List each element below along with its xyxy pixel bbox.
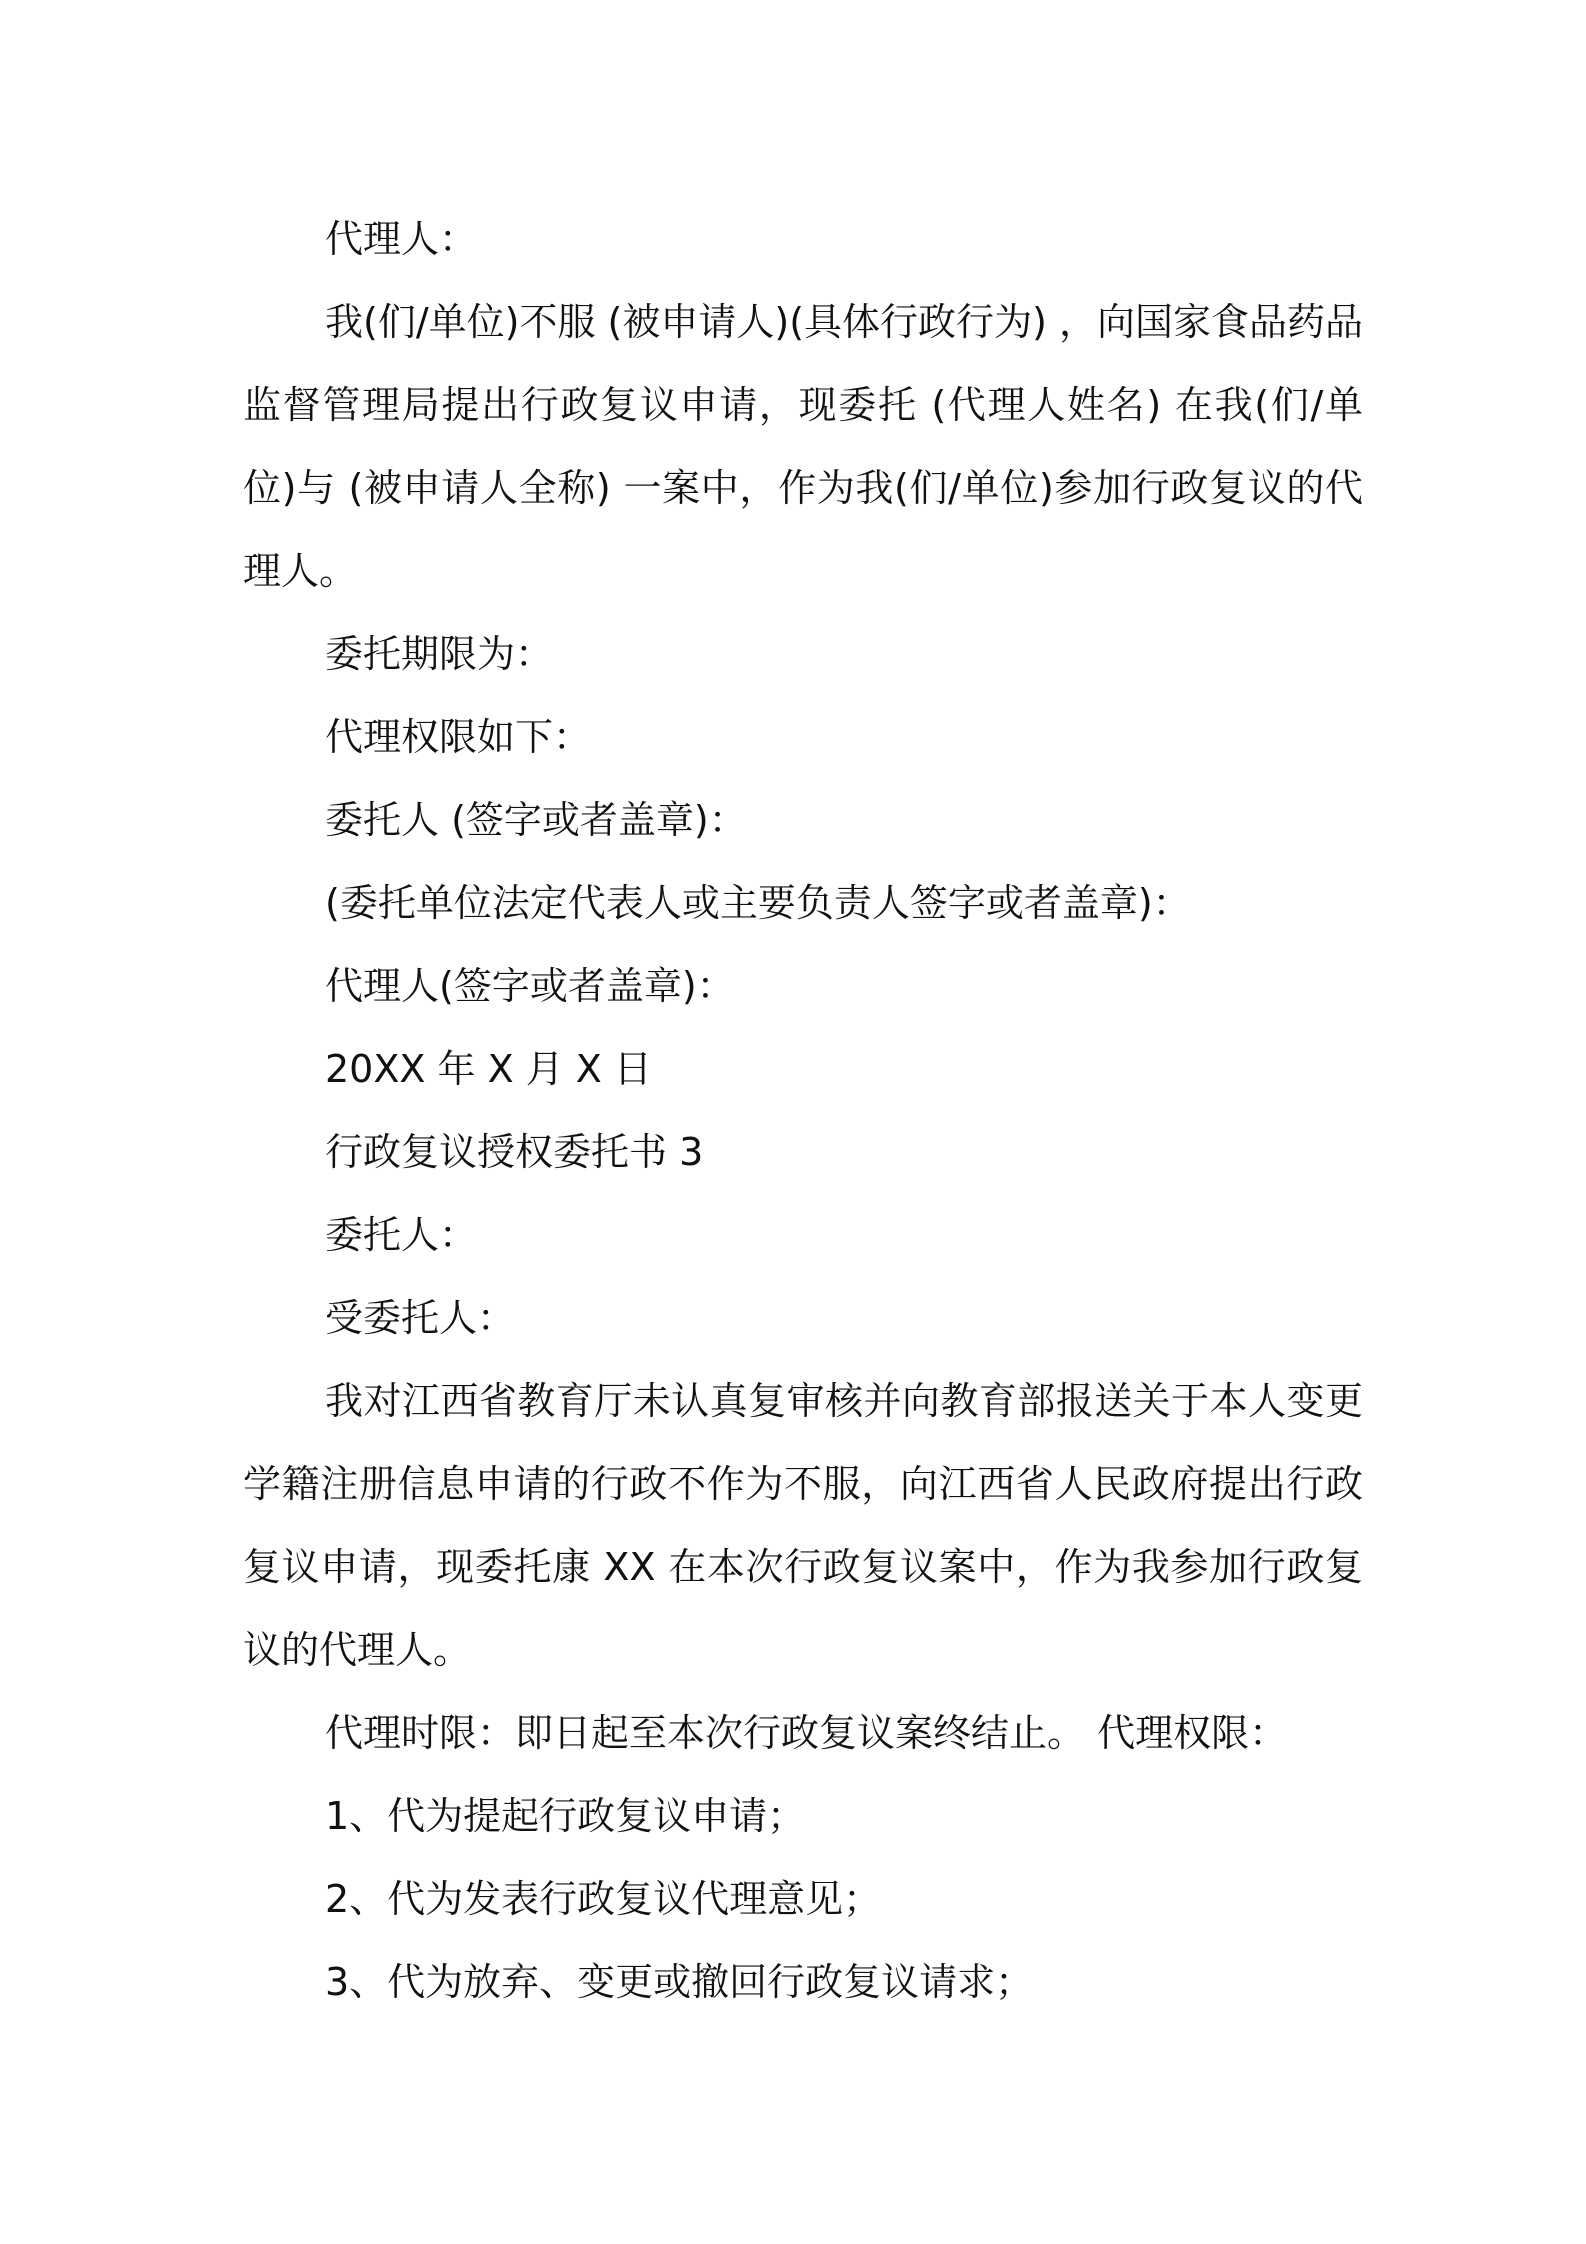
- unit-signature-line: (委托单位法定代表人或主要负责人签字或者盖章)：: [325, 881, 1191, 925]
- document-body: [243, 198, 1363, 2024]
- principal-line: 委托人：: [325, 1213, 478, 1257]
- agent-signature-line: 代理人(签字或者盖章)：: [325, 964, 735, 1008]
- principal-signature-line: 委托人 (签字或者盖章)：: [325, 798, 747, 842]
- section-title: 行政复议授权委托书 3: [325, 1130, 704, 1174]
- trustee-line: 受委托人：: [325, 1296, 516, 1340]
- period-line: 代理时限：即日起至本次行政复议案终结止。 代理权限：: [325, 1711, 1288, 1755]
- authorization-paragraph-1: 我(们/单位)不服 (被申请人)(具体行政行为) ，向国家食品药品监督管理局提出行政复议申请，现委托 (代理人姓名) 在我(们/单位)与 (被申请人全称) 一案中，作为我(们/单位)参加行政复议的代理人。: [243, 300, 1363, 593]
- date-line: 20XX 年 X 月 X 日: [325, 1047, 652, 1091]
- authorization-paragraph-2: 我对江西省教育厅未认真复审核并向教育部报送关于本人变更学籍注册信息申请的行政不作为不服，向江西省人民政府提出行政复议申请，现委托康 XX 在本次行政复议案中，作为我参加行政复议的代理人。: [243, 1379, 1363, 1672]
- list-item: 2、代为发表行政复议代理意见；: [325, 1877, 882, 1921]
- list-item: 3、代为放弃、变更或撤回行政复议请求；: [325, 1960, 1034, 2004]
- term-line: 委托期限为：: [325, 632, 554, 676]
- list-item: 1、代为提起行政复议申请；: [325, 1794, 806, 1838]
- agent-heading: 代理人：: [325, 217, 478, 261]
- authority-line: 代理权限如下：: [325, 715, 592, 759]
